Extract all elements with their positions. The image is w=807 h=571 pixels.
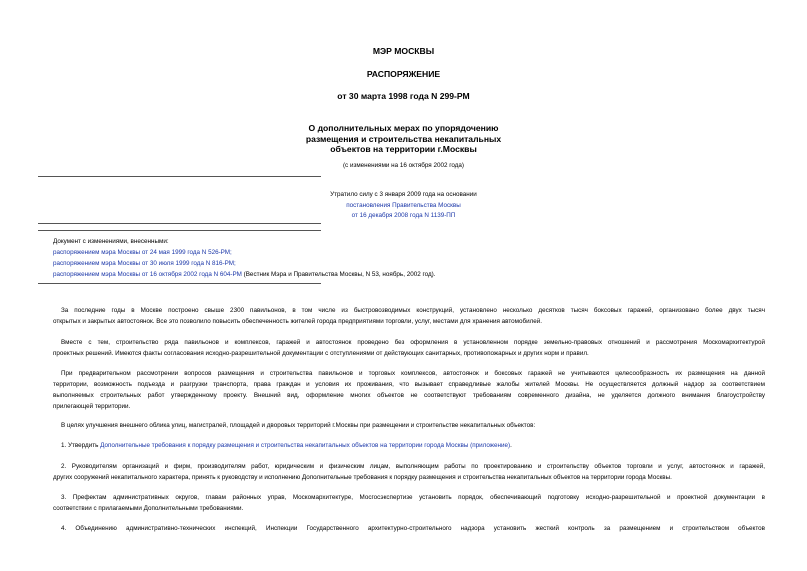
paragraph-line: 3. Префектам административных округов, главам районных управ, Москомархитектуре, Мосгосэкспертизе установить порядок, обеспечивающий подготовку исходно-разрешительной и проектной документации в	[61, 494, 765, 501]
paragraph-line: В целях улучшения внешнего облика улиц, магистралей, площадей и дворовых территорий г.Москвы при размещении и строительстве некапитальных объектов:	[61, 422, 536, 429]
amendment-link[interactable]: распоряжением мэра Москвы от 30 июля 1999 года N 816-РМ;	[53, 260, 236, 267]
amendment-link[interactable]: распоряжением мэра Москвы от 24 мая 1999 года N 526-РМ;	[53, 249, 232, 256]
separator-line	[38, 283, 321, 284]
paragraph-line: При предварительном рассмотрении вопросов размещения и строительства павильонов и торговых комплексов, автостоянок и боксовых гаражей не учитываются целесообразность их размещения на данной	[61, 370, 765, 377]
amendment-source: (Вестник Мэра и Правительства Москвы, N 53, ноябрь, 2002 год).	[241, 271, 436, 278]
amendment-note: (с изменениями на 16 октября 2002 года)	[342, 162, 465, 169]
paragraph	[53, 305, 765, 327]
paragraph-item-3	[53, 492, 765, 514]
amendment-link[interactable]: распоряжением мэра Москвы от 16 октября 2002 года N 604-РМ	[53, 271, 242, 278]
paragraph-line: проектных решений. Имеются факты согласования исходно-разрешительной документации с отступлениями от действующих санитарных, противопожарных и других норм и правил.	[53, 350, 589, 357]
item-suffix: .	[510, 442, 512, 449]
paragraph-line	[53, 440, 765, 451]
separator-line	[38, 230, 321, 231]
paragraph	[53, 368, 765, 412]
title-line: объектов на территории г.Москвы	[330, 144, 477, 154]
requirements-link[interactable]: Дополнительные требования к порядку размещения и строительства некапитальных объектов на территории города Москвы (приложение)	[100, 442, 511, 449]
document-type-heading: РАСПОРЯЖЕНИЕ	[366, 69, 441, 79]
paragraph-line: территории, возможность подъезда и разгрузки транспорта, права граждан и условия их проживания, что вызывает справедливые жалобы жителей Москвы. Не осуществляется должный надзор за соответствием	[53, 381, 765, 388]
amendments-intro: Документ с изменениями, внесенными:	[53, 238, 169, 245]
paragraph-line: За последние годы в Москве построено свыше 2300 павильонов, в том числе из быстровозводимых конструкций, установлено несколько десятков тысяч боксовых гаражей, организовано более двух тысяч	[61, 307, 765, 314]
repeal-note	[0, 190, 807, 222]
paragraph-item-4	[53, 523, 765, 534]
amendment-item	[53, 247, 436, 258]
repeal-text: Утратило силу с 3 января 2009 года на основании	[330, 191, 477, 198]
document-title	[0, 123, 807, 155]
authority-heading: МЭР МОСКВЫ	[372, 46, 435, 56]
paragraph	[53, 337, 765, 359]
amendment-item	[53, 258, 436, 269]
paragraph-item-2	[53, 461, 765, 483]
paragraph-line: 2. Руководителям организаций и фирм, производителям работ, юридическим и физическим лицам, выполняющим работы по проектированию и строительству объектов торговли и услуг, автостоянок и гаражей,	[61, 463, 765, 470]
paragraph-line: других сооружений некапитального характера, принять к руководству и исполнению Дополнительные требования к порядку размещения и строительства некапитальных объектов на территории города Москвы.	[53, 474, 672, 481]
title-line: О дополнительных мерах по упорядочению	[308, 123, 499, 133]
repeal-link-date[interactable]: от 16 декабря 2008 года N 1139-ПП	[351, 212, 456, 219]
paragraph	[53, 420, 765, 431]
date-number-heading: от 30 марта 1998 года N 299-РМ	[337, 91, 470, 101]
separator-line	[38, 223, 321, 224]
repeal-link-resolution[interactable]: постановления Правительства Москвы	[346, 201, 461, 209]
paragraph-line: соответствии с прилагаемыми Дополнительными требованиями.	[53, 505, 244, 512]
paragraph-item-1	[53, 440, 765, 451]
paragraph-line: прилегающей территории.	[53, 403, 131, 410]
paragraph-line: открытых и закрытых автостоянок. Все это позволило повысить обеспеченность жителей города предприятиями торговли, услуг, местами для хранения автомобилей.	[53, 318, 543, 325]
amendments-list	[53, 236, 436, 280]
amendment-item	[53, 269, 436, 280]
item-number: 1. Утвердить	[61, 442, 101, 449]
title-line: размещения и строительства некапитальных	[305, 133, 502, 144]
paragraph-line: выполняемых строительных работ утвержденному проекту. Внешний вид, оформление многих объектов не соответствуют требованиям современного дизайна, не уделяется должного внимания благоустройству	[53, 392, 765, 399]
separator-line	[38, 176, 321, 177]
paragraph-line: 4. Объединению административно-технических инспекций, Инспекции Государственного архитектурно-строительного надзора установить жесткий контроль за размещением и строительством объектов	[61, 525, 765, 532]
paragraph-line: Вместе с тем, строительство ряда павильонов и комплексов, гаражей и автостоянок проведено без оформления в установленном порядке земельно-правовых отношений и рассмотрения Москомархитектурой	[61, 339, 765, 346]
